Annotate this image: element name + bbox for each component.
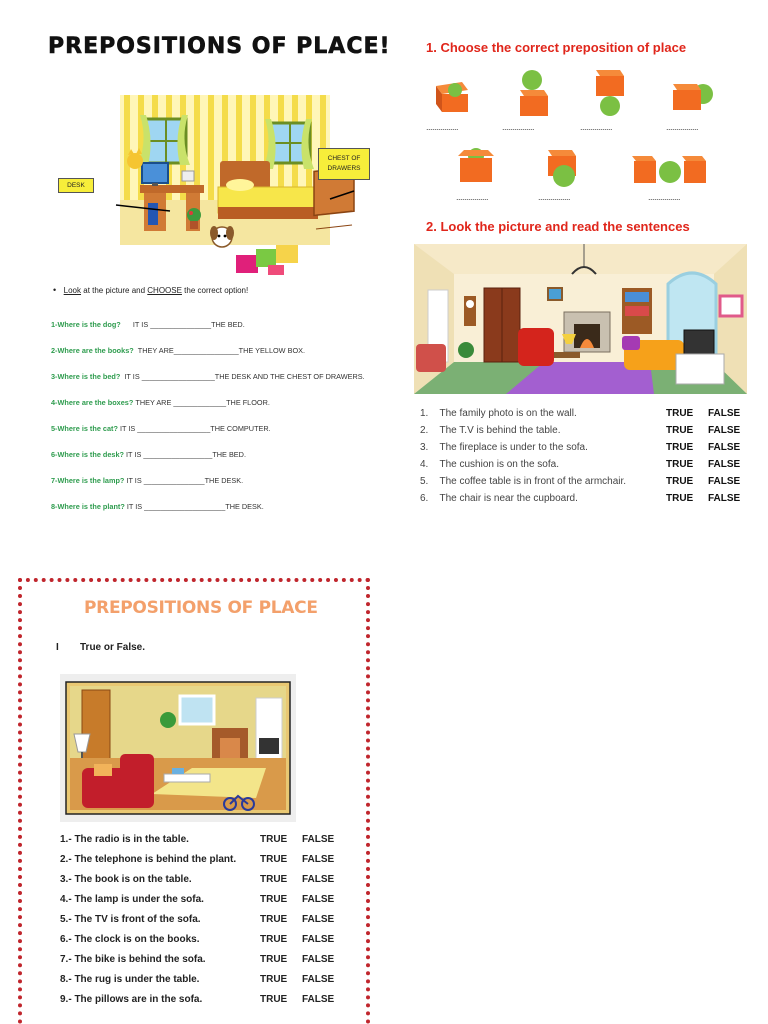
worksheet-title: PREPOSITIONS OF PLACE!	[48, 34, 391, 59]
false-option[interactable]: FALSE	[302, 834, 335, 845]
section-heading-1: 1. Choose the correct preposition of place	[426, 40, 687, 55]
statement-row: 5. The coffee table is in front of the armchair.	[420, 476, 627, 487]
false-option[interactable]: FALSE	[708, 442, 741, 453]
false-option[interactable]: FALSE	[708, 493, 741, 504]
false-option[interactable]: FALSE	[302, 974, 335, 985]
answer-blank[interactable]: ................	[426, 122, 459, 132]
false-option[interactable]: FALSE	[708, 425, 741, 436]
statement-row: 4.- The lamp is under the sofa.	[60, 894, 204, 905]
answer-blank[interactable]: ................	[502, 122, 535, 132]
answer-blank[interactable]: ................	[580, 122, 613, 132]
worksheet-true-false	[18, 578, 370, 1024]
true-option[interactable]: TRUE	[260, 934, 288, 945]
false-option[interactable]: FALSE	[708, 459, 741, 470]
question-row: 4-Where are the boxes? THEY ARE _____________THE FLOOR.	[51, 398, 270, 407]
false-option[interactable]: FALSE	[302, 934, 335, 945]
false-option[interactable]: FALSE	[302, 954, 335, 965]
false-option[interactable]: FALSE	[302, 854, 335, 865]
living-room-illustration	[414, 244, 747, 394]
cube-ball-in-icon	[422, 68, 482, 123]
question-row: 1-Where is the dog? IT IS _______________THE BED.	[51, 320, 245, 329]
desk-label: DESK	[58, 178, 94, 193]
true-option[interactable]: TRUE	[260, 954, 288, 965]
ball-between-cubes-icon	[630, 148, 710, 193]
statement-row: 8.- The rug is under the table.	[60, 974, 200, 985]
true-option[interactable]: TRUE	[666, 408, 694, 419]
false-option[interactable]: FALSE	[708, 476, 741, 487]
true-option[interactable]: TRUE	[260, 994, 288, 1005]
false-option[interactable]: FALSE	[302, 994, 335, 1005]
statement-row: 6.- The clock is on the books.	[60, 934, 200, 945]
instruction-line: • Look at the picture and CHOOSE the correct option!	[53, 285, 249, 295]
worksheet-bedroom	[28, 20, 398, 525]
instruction-end: the correct option!	[181, 286, 249, 295]
statement-row: 3.- The book is on the table.	[60, 874, 192, 885]
statement-row: 2. The T.V is behind the table.	[420, 425, 561, 436]
statement-row: 1. The family photo is on the wall.	[420, 408, 577, 419]
false-option[interactable]: FALSE	[302, 914, 335, 925]
statement-row: 9.- The pillows are in the sofa.	[60, 994, 203, 1005]
statement-row: 3. The fireplace is under to the sofa.	[420, 442, 588, 453]
answer-blank[interactable]: ................	[666, 122, 699, 132]
question-row: 7-Where is the lamp? IT IS _______________THE DESK.	[51, 476, 244, 485]
statement-row: 7.- The bike is behind the sofa.	[60, 954, 206, 965]
section-subtitle: True or False.	[80, 642, 146, 653]
ball-under-cube-icon	[580, 66, 640, 121]
true-option[interactable]: TRUE	[260, 894, 288, 905]
worksheet-title: PREPOSITIONS OF PLACE	[84, 598, 318, 618]
true-option[interactable]: TRUE	[666, 442, 694, 453]
bedroom-illustration	[90, 95, 390, 275]
ball-in-cube-icon	[446, 142, 506, 197]
answer-blank[interactable]: ................	[648, 192, 681, 202]
true-option[interactable]: TRUE	[260, 854, 288, 865]
question-row: 6-Where is the desk? IT IS _________________THE BED.	[51, 450, 246, 459]
statement-row: 2.- The telephone is behind the plant.	[60, 854, 237, 865]
statement-row: 5.- The TV is front of the sofa.	[60, 914, 201, 925]
true-option[interactable]: TRUE	[260, 874, 288, 885]
true-option[interactable]: TRUE	[666, 425, 694, 436]
answer-blank[interactable]: ................	[538, 192, 571, 202]
question-row: 8-Where is the plant? IT IS ____________________THE DESK.	[51, 502, 264, 511]
ball-behind-cube-icon	[665, 68, 725, 123]
false-option[interactable]: FALSE	[302, 894, 335, 905]
answer-blank[interactable]: ................	[456, 192, 489, 202]
true-option[interactable]: TRUE	[666, 476, 694, 487]
true-option[interactable]: TRUE	[666, 459, 694, 470]
instruction-middle: at the picture and	[81, 286, 148, 295]
false-option[interactable]: FALSE	[302, 874, 335, 885]
question-row: 2-Where are the books? THEY ARE________________THE YELLOW BOX.	[51, 346, 306, 355]
section-number: I	[56, 642, 59, 653]
living-room-illustration	[60, 674, 296, 822]
question-row: 3-Where is the bed? IT IS __________________THE DESK AND THE CHEST OF DRAWERS.	[51, 372, 365, 381]
false-option[interactable]: FALSE	[708, 408, 741, 419]
instruction-look: Look	[63, 286, 82, 295]
statement-row: 1.- The radio is in the table.	[60, 834, 189, 845]
true-option[interactable]: TRUE	[260, 834, 288, 845]
statement-row: 6. The chair is near the cupboard.	[420, 493, 578, 504]
true-option[interactable]: TRUE	[260, 914, 288, 925]
chest-of-drawers-label: CHEST OF DRAWERS	[318, 148, 370, 180]
worksheet-living-room	[410, 18, 755, 523]
ball-in-front-of-cube-icon	[532, 142, 592, 197]
question-row: 5-Where is the cat? IT IS __________________THE COMPUTER.	[51, 424, 271, 433]
instruction-choose: CHOOSE	[147, 286, 182, 295]
true-option[interactable]: TRUE	[666, 493, 694, 504]
ball-on-cube-icon	[502, 66, 562, 121]
section-heading-2: 2. Look the picture and read the sentences	[426, 219, 690, 234]
statement-row: 4. The cushion is on the sofa.	[420, 459, 559, 470]
true-option[interactable]: TRUE	[260, 974, 288, 985]
